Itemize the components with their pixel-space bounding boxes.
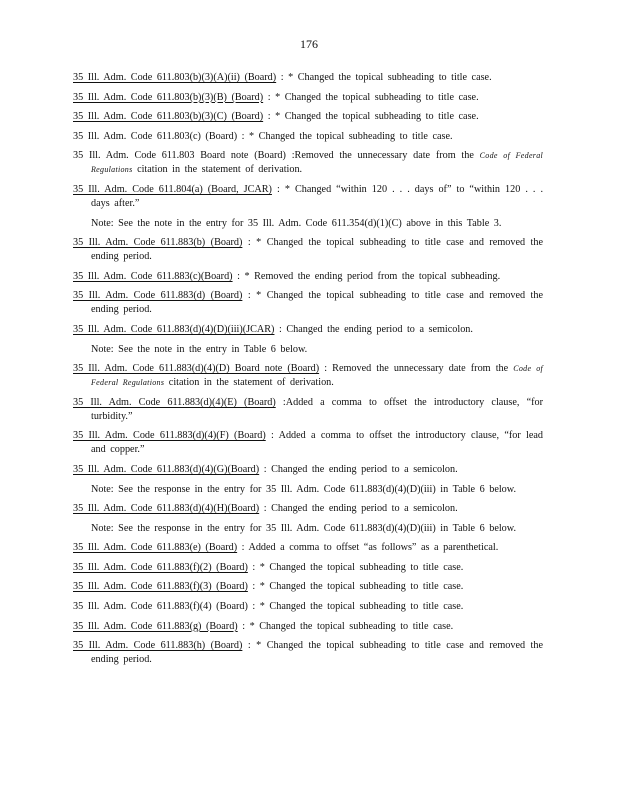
entry-text: : * Changed the topical subheading to title case.: [241, 130, 453, 142]
entry-text: : * Changed the topical subheading to title case.: [267, 111, 479, 123]
entry-text: : Changed the ending period to a semicolon.: [263, 503, 458, 515]
entry-text: : * Changed the topical subheading to title case.: [267, 91, 479, 103]
entry-citation: 35 Ill. Adm. Code 611.883(d)(4)(F) (Board): [73, 430, 266, 442]
entry-citation: 35 Ill. Adm. Code 611.883(d)(4)(G)(Board): [73, 463, 260, 475]
entry-text: : * Changed the topical subheading to title case and removed the ending period.: [91, 290, 543, 316]
entry-text: : Added a comma to offset “as follows” as a parenthetical.: [241, 542, 499, 554]
list-item: [73, 639, 543, 667]
entry-citation: 35 Ill. Adm. Code 611.883(h) (Board): [73, 640, 243, 652]
list-item: [73, 541, 543, 555]
note-item: Note: See the note in the entry in Table 6 below.: [91, 343, 308, 355]
list-item: [73, 580, 543, 594]
note-item: Note: See the note in the entry for 35 Ill. Adm. Code 611.354(d)(1)(C) above in this Table 3.: [91, 217, 502, 229]
entry-text: : * Changed the topical subheading to title case.: [242, 620, 454, 632]
entry-text: : * Changed the topical subheading to title case.: [280, 72, 492, 83]
entry-citation: 35 Ill. Adm. Code 611.883(f)(4) (Board): [73, 601, 248, 613]
entry-citation: 35 Ill. Adm. Code 611.883(f)(3) (Board): [73, 581, 248, 593]
entry-citation: 35 Ill. Adm. Code 611.803(b)(3)(B) (Board): [73, 91, 264, 103]
entry-citation: 35 Ill. Adm. Code 611.883(f)(2) (Board): [73, 561, 248, 573]
entry-citation: 35 Ill. Adm. Code 611.883(e) (Board): [73, 542, 238, 554]
entry-text: citation in the statement of derivation.: [137, 164, 303, 176]
entry-text: : Changed the ending period to a semicolon.: [279, 323, 473, 335]
note-item: Note: See the response in the entry for 35 Ill. Adm. Code 611.883(d)(4)(D)(iii) in Table 6 below.: [91, 483, 517, 495]
entry-citation: 35 Ill. Adm. Code 611.804(a) (Board, JCAR): [73, 183, 272, 195]
entry-citation: 35 Ill. Adm. Code 611.883(d)(4)(D) Board note (Board): [73, 363, 320, 375]
entry-citation: 35 Ill. Adm. Code 611.803(c) (Board): [73, 130, 238, 142]
entry-citation: 35 Ill. Adm. Code 611.883(d)(4)(D)(iii)(JCAR): [73, 323, 275, 335]
entry-text: : Changed the ending period to a semicolon.: [263, 463, 458, 475]
entry-text: : Removed the unnecessary date from the: [324, 363, 509, 375]
list-item: [73, 236, 543, 264]
entry-text: : * Changed the topical subheading to title case.: [252, 601, 464, 613]
entry-citation: 35 Ill. Adm. Code 611.883(c)(Board): [73, 270, 233, 282]
entry-citation: 35 Ill. Adm. Code 611.803(b)(3)(C) (Board): [73, 111, 264, 123]
entry-citation: 35 Ill. Adm. Code 611.883(g) (Board): [73, 620, 238, 632]
entry-text: citation in the statement of derivation.: [168, 377, 334, 389]
list-item: [73, 91, 543, 105]
list-item: [73, 463, 543, 477]
list-item: [73, 149, 543, 177]
entry-text: : * Changed “within 120 . . . days of” to “within 120 . . . days after.”: [91, 183, 543, 209]
entry-citation: 35 Ill. Adm. Code 611.883(d) (Board): [73, 290, 243, 302]
entry-citation: 35 Ill. Adm. Code 611.883(d)(4)(E) (Board): [73, 396, 276, 408]
entry-text: :Added a comma to offset the introductory clause, “for turbidity.”: [91, 396, 543, 422]
entries-list: [73, 71, 543, 673]
note-item: Note: See the response in the entry for 35 Ill. Adm. Code 611.883(d)(4)(D)(iii) in Table 6 below.: [91, 522, 517, 534]
page-number: 176: [300, 37, 318, 51]
list-item: [73, 270, 543, 284]
list-item: [73, 323, 543, 337]
list-item: [73, 183, 543, 211]
entry-text: : * Changed the topical subheading to title case.: [252, 581, 464, 593]
list-item: [73, 561, 543, 575]
entry-citation: 35 Ill. Adm. Code 611.803(b)(3)(A)(ii) (Board): [73, 72, 277, 83]
entry-citation: 35 Ill. Adm. Code 611.883(d)(4)(H)(Board): [73, 503, 260, 515]
entry-text: : * Removed the ending period from the topical subheading.: [237, 270, 501, 282]
entry-text: : * Changed the topical subheading to title case and removed the ending period.: [91, 237, 543, 263]
entry-text: : * Changed the topical subheading to title case and removed the ending period.: [91, 640, 543, 666]
entry-italic-title: Code of Federal Regulations: [91, 151, 544, 175]
list-item: [73, 502, 543, 516]
list-item: [73, 362, 543, 390]
list-item: [73, 130, 543, 144]
list-item: [73, 71, 543, 85]
list-item: [73, 289, 543, 317]
entry-text: : Added a comma to offset the introductory clause, “for lead and copper.”: [91, 430, 543, 456]
entry-text: : * Changed the topical subheading to title case.: [252, 561, 464, 573]
list-item: [73, 396, 543, 424]
list-item: [73, 110, 543, 124]
entry-citation: 35 Ill. Adm. Code 611.883(b) (Board): [73, 237, 243, 249]
list-item: [73, 620, 543, 634]
entry-text: :Removed the unnecessary date from the: [291, 150, 474, 162]
list-item: [73, 600, 543, 614]
list-item: [73, 429, 543, 457]
entry-citation: 35 Ill. Adm. Code 611.803 Board note (Board): [73, 150, 286, 162]
entry-italic-title: Code of Federal Regulations: [91, 364, 544, 388]
